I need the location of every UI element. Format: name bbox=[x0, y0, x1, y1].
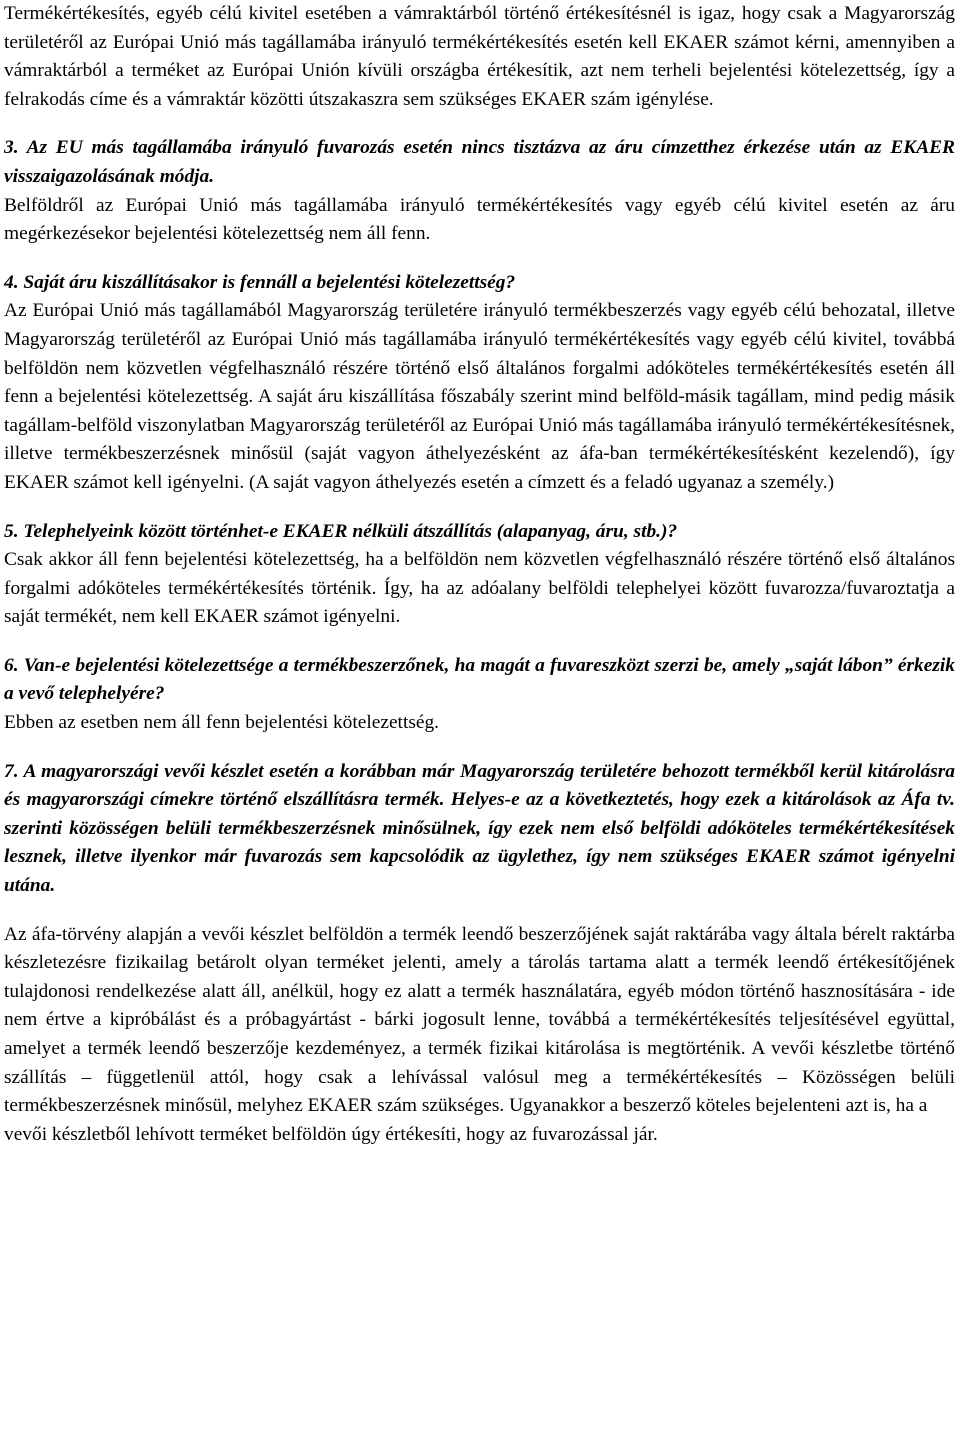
section-5 bbox=[4, 518, 955, 632]
section-7-answer-block bbox=[4, 921, 955, 1150]
section-3-answer: Belföldről az Európai Unió más tagállamába irányuló termékértékesítés vagy egyéb célú kivitel esetén az áru megérkezésekor bejelentési kötelezettség nem áll fenn. bbox=[4, 194, 955, 245]
section-4-question: 4. Saját áru kiszállításakor is fennáll a bejelentési kötelezettség? bbox=[4, 271, 516, 293]
section-5-question: 5. Telephelyeink között történhet-e EKAER nélküli átszállítás (alapanyag, áru, stb.)? bbox=[4, 520, 678, 542]
section-4 bbox=[4, 269, 955, 498]
section-7 bbox=[4, 758, 955, 901]
section-4-answer: Az Európai Unió más tagállamából Magyarország területére irányuló termékbeszerzés vagy egyéb célú behozatal, illetve Magyarország területéről az Európai Unió más tagállamába irányuló termékértékesítés vagy egyéb célú kivitel, továbbá belföldön nem közvetlen végfelhasználó részére történő első általános forgalmi adóköteles termékértékesítés esetén áll fenn a bejelentési kötelezettség. A saját áru kiszállítása főszabály szerint mind belföld-másik tagállam, mind pedig másik tagállam-belföld viszonylatban Magyarország területéről az Európai Unió más tagállamába irányuló termékértékesítésnek, illetve termékbeszerzésnek minősül (saját vagyon áthelyezésként az áfa-ban termékértékesítésként kezelendő), így EKAER számot kell igényelni. (A saját vagyon áthelyezés esetén a címzett és a feladó ugyanaz a személy.) bbox=[4, 300, 955, 493]
section-6-answer: Ebben az esetben nem áll fenn bejelentési kötelezettség. bbox=[4, 712, 440, 734]
section-7-answer-last-line: vevői készletből lehívott terméket belföldön úgy értékesíti, hogy az fuvarozással jár. bbox=[4, 1123, 658, 1145]
document-page bbox=[4, 0, 955, 1149]
section-5-answer: Csak akkor áll fenn bejelentési kötelezettség, ha a belföldön nem közvetlen végfelhasználó részére történő első általános forgalmi adóköteles termékértékesítés történik. Így, ha az adóalany belföldi telephelyei között fuvarozza/fuvaroztatja a saját termékét, nem kell EKAER számot igényelni. bbox=[4, 549, 955, 628]
section-7-question: 7. A magyarországi vevői készlet esetén a korábban már Magyarország területére behozott termékből kerül kitárolásra és magyarországi címekre történő elszállításra termék. Helyes-e az a következtetés, hogy ezek a kitárolások az Áfa tv. szerinti közösségen belüli termékbeszerzésnek minősülnek, így ezek nem első belföldi adóköteles termékértékesítések lesznek, illetve ilyenkor már fuvarozás sem kapcsolódik az ügylethez, így nem szükséges EKAER számot igényelni utána. bbox=[4, 760, 955, 897]
intro-paragraph: Termékértékesítés, egyéb célú kivitel esetében a vámraktárból történő értékesítésnél is igaz, hogy csak a Magyarország területéről az Európai Unió más tagállamába irányuló termékértékesítés esetén kell EKAER számot kérni, amennyiben a vámraktárból a terméket az Európai Unión kívüli országba értékesítik, azt nem terheli bejelentési kötelezettség, így a felrakodás címe és a vámraktár közötti útszakaszra sem szükséges EKAER szám igénylése. bbox=[4, 3, 955, 110]
section-7-answer: Az áfa-törvény alapján a vevői készlet belföldön a termék leendő beszerzőjének saját raktárába vagy általa bérelt raktárba készletezésre fizikailag betárolt olyan terméket jelenti, amely a tárolás tartama alatt a termék leendő értékesítőjének tulajdonosi rendelkezése alatt áll, anélkül, hogy ez alatt a termék használatára, egyéb módon történő hasznosítására - ide nem értve a kipróbálást és a próbagyártást - bárki jogosult lenne, továbbá a termékértékesítés teljesítésével együttal, amelyet a termék leendő beszerzője kezdeményez, a termék fizikai kitárolása is megtörténik. A vevői készletbe történő szállítás – függetlenül attól, hogy csak a lehívással valósul meg a termékértékesítés – Közösségen belüli termékbeszerzésnek minősül, melyhez EKAER szám szükséges. Ugyanakkor a beszerző köteles bejelenteni azt is, ha a bbox=[4, 923, 955, 1117]
intro-block bbox=[4, 0, 955, 114]
section-6 bbox=[4, 652, 955, 738]
section-3-question: 3. Az EU más tagállamába irányuló fuvarozás esetén nincs tisztázva az áru címzetthez érkezése után az EKAER visszaigazolásának módja. bbox=[4, 137, 955, 187]
section-3 bbox=[4, 134, 955, 248]
section-6-question: 6. Van-e bejelentési kötelezettsége a termékbeszerzőnek, ha magát a fuvareszközt szerzi be, amely „saját lábon” érkezik a vevő telephelyére? bbox=[4, 654, 955, 705]
